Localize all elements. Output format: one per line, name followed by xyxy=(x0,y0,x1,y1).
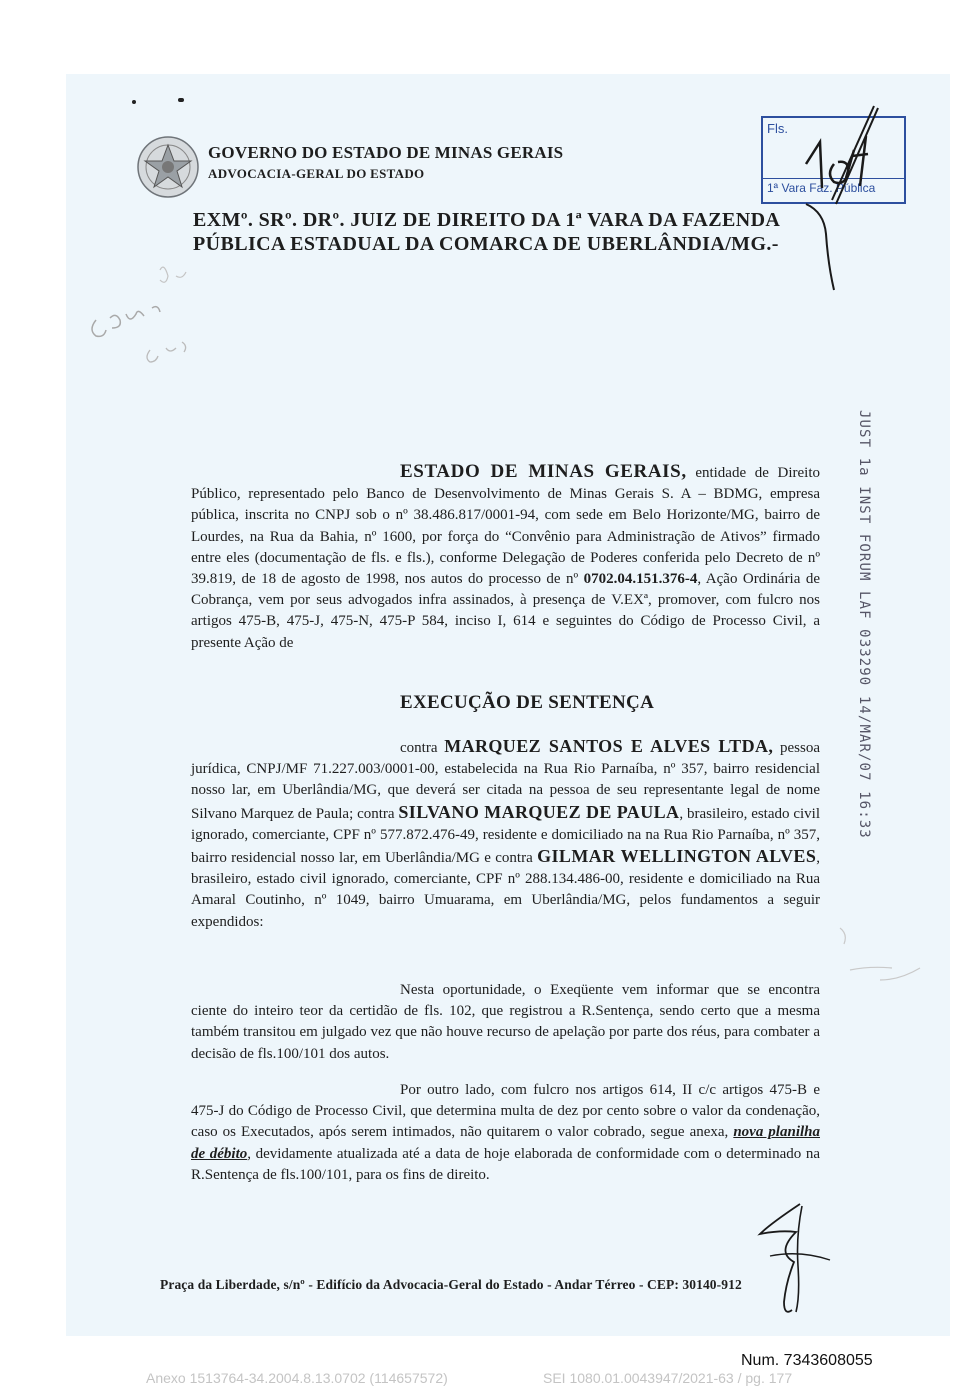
paragraph-text: , brasileiro, estado civil ignorado, comerciante, CPF nº 577.872.476-49, residente e domiciliado na na Rua Rio Parnaíba, nº 357, bairro residencial nosso lar, em Uberlândia/MG e contra xyxy=(191,805,820,867)
stamp-label: Fls. xyxy=(767,121,788,136)
paragraph-text: entidade de Direito Público, representado pelo Banco de Desenvolvimento de Minas Gerais S. A – BDMG, empresa pública, inscrita no CNPJ sob o nº 38.486.817/0001-94, com sede em Belo Horizonte/MG, bairro de Lourdes, na Rua da Bahia, nº 1600, por força do “Convênio para Administração de Ativos” firmado entre eles (documentação de fls. e fls.), conforme Delegação de Poderes conferida pelo Decreto de nº 39.819, de 18 de agosto de 1998, nos autos do processo de nº xyxy=(191,465,820,588)
sei-reference: SEI 1080.01.0043947/2021-63 / pg. 177 xyxy=(543,1370,793,1386)
plaintiff-name: ESTADO DE MINAS GERAIS, xyxy=(400,461,687,482)
stamp-court: 1ª Vara Faz. Pública xyxy=(767,181,876,195)
government-name: GOVERNO DO ESTADO DE MINAS GERAIS xyxy=(208,143,564,162)
paragraph-certificate xyxy=(191,980,820,1065)
defendant-company: MARQUEZ SANTOS E ALVES LTDA, xyxy=(444,736,774,756)
agency-name: ADVOCACIA-GERAL DO ESTADO xyxy=(208,166,425,181)
scan-speck xyxy=(132,100,136,104)
footer-address: Praça da Liberdade, s/nº - Edifício da Advocacia-Geral do Estado - Andar Térreo - CEP: 30140-912 xyxy=(160,1277,742,1292)
scan-speck xyxy=(178,98,184,102)
paragraph-text: , Ação Ordinária de Cobrança, vem por seus advogados infra assinados, à presença de V.EXª, promover, com fulcro nos artigos 475-B, 475-J, 475-N, 475-P 584, inciso I, 614 e seguintes do Código de Processo Civil, a presente Ação de xyxy=(191,571,821,651)
protocol-stamp: JUST 1a INST FORUM LAF 033290 14/MAR/07 16:33 xyxy=(856,410,872,839)
paragraph-text: Por outro lado, com fulcro nos artigos 614, II c/c artigos 475-B e 475-J do Código de Processo Civil, que determina multa de dez por cento sobre o valor da condenação, caso os Executados, após serem intimados, não quitarem o valor cobrado, segue anexa, xyxy=(191,1082,820,1141)
document-number: Num. 7343608055 xyxy=(741,1352,873,1369)
process-number: 0702.04.151.376-4 xyxy=(583,571,698,588)
paragraph-text: pessoa jurídica, CNPJ/MF 71.227.003/0001-00, estabelecida na Rua Rio Parnaíba, nº 357, bairro residencial nosso lar, em Uberlândia/MG, que deverá ser citada na pessoa de seu representante legal de nome Silvano Marquez de Paula; contra xyxy=(191,740,821,822)
paragraph-debt-sheet xyxy=(191,1080,820,1186)
annex-reference: Anexo 1513764-34.2004.8.13.0702 (114657572) xyxy=(146,1370,448,1386)
coat-of-arms-seal-icon xyxy=(136,135,200,199)
marginal-pencil-notes xyxy=(80,250,240,380)
handwritten-page-number xyxy=(770,100,910,210)
paragraph-qualification xyxy=(191,461,820,654)
against-label: contra xyxy=(400,740,445,756)
bracket-scribble xyxy=(800,196,850,296)
addressee-line-1: EXMº. SRº. DRº. JUIZ DE DIREITO DA 1ª VARA DA FAZENDA xyxy=(193,209,781,231)
defendant-gilmar: GILMAR WELLINGTON ALVES xyxy=(537,846,817,867)
paragraph-text: Nesta oportunidade, o Exeqüente vem informar que se encontra ciente do inteiro teor da certidão de fls. 102, que registrou a R.Sentença, sendo certo que a mesma também transitou em julgado vez que não houve recurso de apelação por parte dos réus, para combater a decisão de fls.100/101 dos autos. xyxy=(191,982,820,1062)
paragraph-text: , brasileiro, estado civil ignorado, comerciante, CPF nº 288.134.486-00, residente e domiciliado na Rua Amaral Coutinho, nº 1049, bairro Umuarama, em Uberlândia/MG, pelos fundamentos a seguir expendidos: xyxy=(191,850,820,930)
paragraph-text: , devidamente atualizada até a data de hoje elaborada de conformidade com o determinado na R.Sentença de fls.100/101, para os fins de direito. xyxy=(191,1145,821,1183)
defendant-silvano: SILVANO MARQUEZ DE PAULA xyxy=(398,801,680,822)
margin-scribble xyxy=(830,920,930,1000)
debt-sheet-reference: nova planilha de débito xyxy=(191,1124,820,1162)
paragraph-defendants xyxy=(191,736,820,933)
handwritten-signature xyxy=(740,1196,860,1316)
addressee-line-2: PÚBLICA ESTADUAL DA COMARCA DE UBERLÂNDIA/MG.- xyxy=(193,233,779,255)
action-title: EXECUÇÃO DE SENTENÇA xyxy=(400,692,655,713)
